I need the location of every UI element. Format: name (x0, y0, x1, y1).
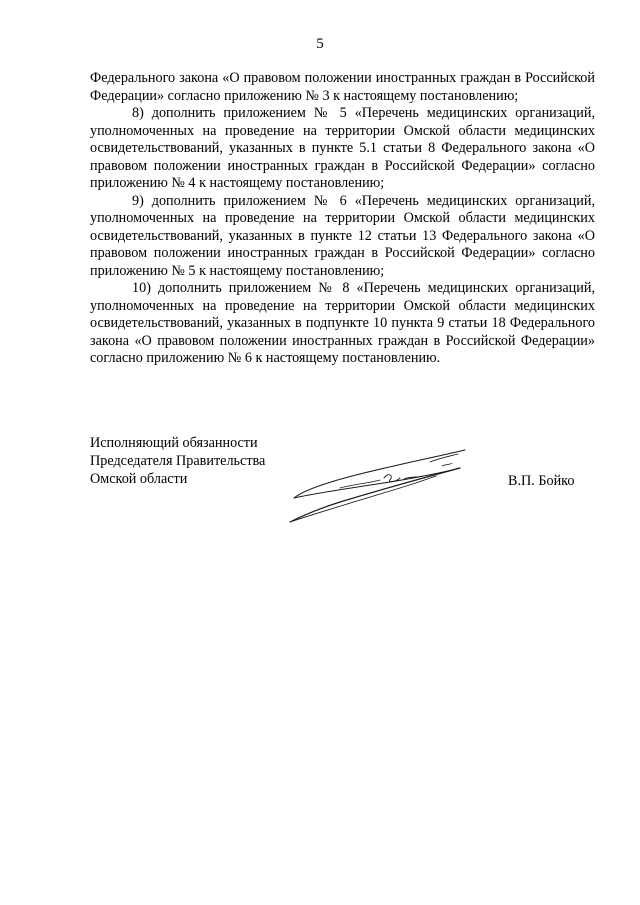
signatory-position-line: Омской области (90, 471, 188, 487)
signatory-position-line: Исполняющий обязанности (90, 435, 258, 451)
paragraph-continuation: Федерального закона «О правовом положении иностранных граждан в Российской Федерации» согласно приложению № 3 к настоящему постановлению; (90, 70, 595, 104)
signatory-name: В.П. Бойко (508, 473, 575, 489)
signatory-position (90, 434, 265, 488)
paragraph-item-9: 9) дополнить приложением № 6 «Перечень медицинских организаций, уполномоченных на проведение на территории Омской области медицинских освидетельствований, указанных в пункте 12 статьи 13 Федерального закона «О правовом положении иностранных граждан в Российской Федерации» согласно приложению № 5 к настоящему постановлению; (90, 192, 595, 279)
paragraph-item-8: 8) дополнить приложением № 5 «Перечень медицинских организаций, уполномоченных на проведение на территории Омской области медицинских освидетельствований, указанных в пункте 5.1 статьи 8 Федерального закона «О правовом положении иностранных граждан в Российской Федерации» согласно приложению № 4 к настоящему постановлению; (90, 105, 595, 191)
signatory-position-line: Председателя Правительства (90, 453, 266, 469)
paragraph-item-10: 10) дополнить приложением № 8 «Перечень медицинских организаций, уполномоченных на проведение на территории Омской области медицинских освидетельствований, указанных в подпункте 10 пункта 9 статьи 18 Федерального закона «О правовом положении иностранных граждан в Российской Федерации» согласно приложению № 6 к настоящему постановлению. (90, 280, 595, 366)
page-number: 5 (316, 36, 324, 52)
handwritten-signature (280, 442, 480, 527)
document-body (90, 70, 595, 368)
